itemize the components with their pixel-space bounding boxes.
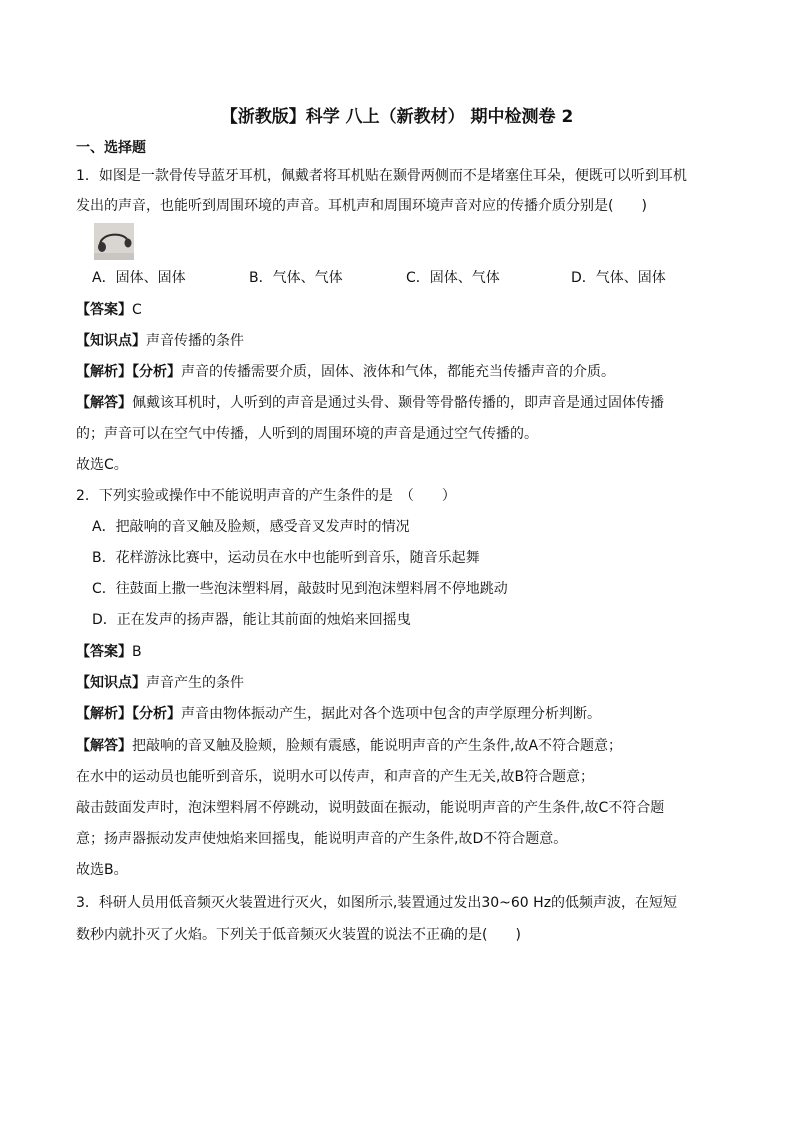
q2-knowledge-value: 声音产生的条件 xyxy=(146,675,244,691)
page-title: 【浙教版】科学 八上（新教材） 期中检测卷 2 xyxy=(220,107,574,127)
q2-solution-text1: 把敲响的音叉触及脸颊，脸颊有震感，能说明声音的产生条件,故A不符合题意； xyxy=(132,738,623,754)
knowledge-tag: 【知识点】 xyxy=(76,675,146,691)
q1-analysis-text: 声音的传播需要介质，固体、液体和气体，都能充当传播声音的介质。 xyxy=(181,364,615,380)
fenxi-tag: 【分析】 xyxy=(132,706,181,722)
q1-answer xyxy=(76,300,142,320)
q2-answer-value: B xyxy=(132,644,142,660)
q1-stem-line1: 1．如图是一款骨传导蓝牙耳机，佩戴者将耳机贴在颞骨两侧而不是堵塞住耳朵，便既可以听到耳机 xyxy=(76,168,687,184)
q1-solution-line1 xyxy=(76,393,664,413)
fenxi-tag: 【分析】 xyxy=(132,364,181,380)
q3-stem-line2: 数秒内就扑灭了火焰。下列关于低音频灭火装置的说法不正确的是( ) xyxy=(76,927,521,943)
q1-options xyxy=(92,268,691,288)
answer-tag: 【答案】 xyxy=(76,644,132,660)
bone-conduction-earphone-icon xyxy=(94,223,134,260)
section-heading: 一、选择题 xyxy=(76,140,146,156)
q2-option-c: C．往鼓面上撒一些泡沫塑料屑，敲鼓时见到泡沫塑料屑不停地跳动 xyxy=(92,581,508,597)
q2-option-d: D．正在发声的扬声器，能让其前面的烛焰来回摇曳 xyxy=(92,612,411,628)
analysis-tag: 【解析】 xyxy=(76,364,132,380)
q1-solution-text1: 佩戴该耳机时，人听到的声音是通过头骨、颞骨等骨骼传播的，即声音是通过固体传播 xyxy=(132,395,664,411)
jieda-tag: 【解答】 xyxy=(76,738,132,754)
q2-option-a: A．把敲响的音叉触及脸颊，感受音叉发声时的情况 xyxy=(92,519,410,535)
q1-conclusion: 故选C。 xyxy=(76,457,128,473)
q2-solution-line3: 敲击鼓面发声时，泡沫塑料屑不停跳动，说明鼓面在振动，能说明声音的产生条件,故C不符合题 xyxy=(76,800,665,816)
q3-stem-line1: 3．科研人员用低音频灭火装置进行灭火，如图所示,装置通过发出30~60 Hz的低频声波，在短短 xyxy=(76,895,678,911)
q1-option-d: D．气体、固体 xyxy=(571,270,666,286)
q2-knowledge xyxy=(76,673,244,693)
answer-tag: 【答案】 xyxy=(76,302,132,318)
q1-stem-line2: 发出的声音，也能听到周围环境的声音。耳机声和周围环境声音对应的传播介质分别是( ) xyxy=(76,198,647,214)
q1-option-c: C．固体、气体 xyxy=(406,270,500,286)
q1-solution-line2: 的；声音可以在空气中传播，人听到的周围环境的声音是通过空气传播的。 xyxy=(76,426,538,442)
q2-solution-line1 xyxy=(76,736,622,756)
q1-answer-value: C xyxy=(132,302,142,318)
q2-stem: 2．下列实验或操作中不能说明声音的产生条件的是 （ ） xyxy=(76,488,456,504)
q1-knowledge-value: 声音传播的条件 xyxy=(146,333,244,349)
q2-answer xyxy=(76,642,142,662)
q2-conclusion: 故选B。 xyxy=(76,862,128,878)
q1-knowledge xyxy=(76,331,244,351)
knowledge-tag: 【知识点】 xyxy=(76,333,146,349)
q2-solution-line2: 在水中的运动员也能听到音乐，说明水可以传声，和声音的产生无关,故B符合题意； xyxy=(76,769,595,785)
analysis-tag: 【解析】 xyxy=(76,706,132,722)
q1-option-a: A．固体、固体 xyxy=(92,270,186,286)
q1-analysis xyxy=(76,362,615,382)
q2-option-b: B．花样游泳比赛中，运动员在水中也能听到音乐，随音乐起舞 xyxy=(92,550,480,566)
q2-solution-line4: 意；扬声器振动发声使烛焰来回摇曳，能说明声音的产生条件,故D不符合题意。 xyxy=(76,831,568,847)
jieda-tag: 【解答】 xyxy=(76,395,132,411)
q2-analysis xyxy=(76,704,601,724)
q2-analysis-text: 声音由物体振动产生，据此对各个选项中包含的声学原理分析判断。 xyxy=(181,706,601,722)
q1-option-b: B．气体、气体 xyxy=(249,270,343,286)
